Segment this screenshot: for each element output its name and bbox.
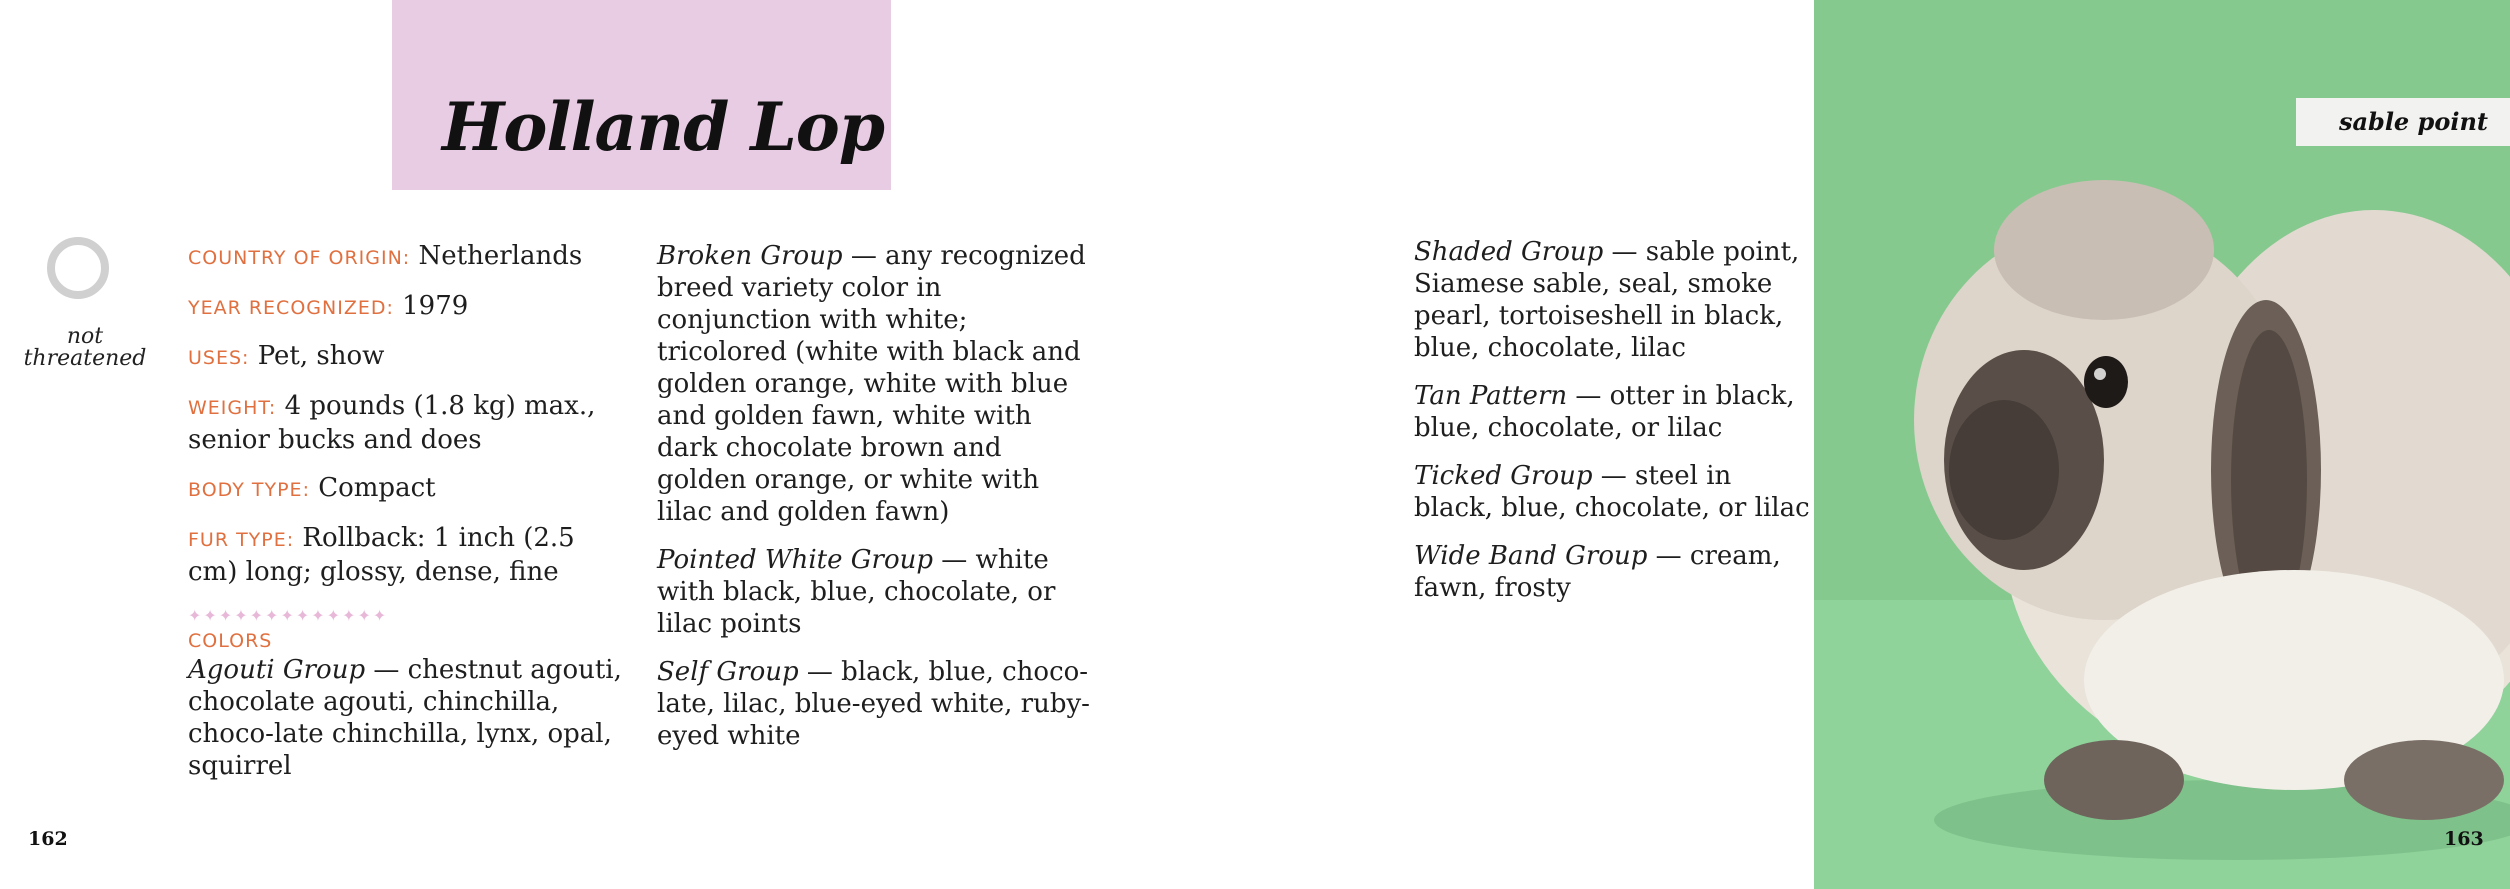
color-group bbox=[188, 654, 628, 782]
color-group-text: — otter in black, blue, chocolate, or lilac bbox=[1414, 381, 1795, 443]
color-group-name: Self Group bbox=[657, 657, 799, 687]
colors-column-2 bbox=[657, 240, 1097, 768]
color-group-name: Broken Group bbox=[657, 241, 843, 271]
title-banner bbox=[392, 0, 891, 190]
page-number-left: 162 bbox=[28, 828, 68, 850]
color-group-text: — white with black, blue, chocolate, or lilac points bbox=[657, 545, 1056, 639]
color-group-name: Agouti Group bbox=[188, 655, 366, 685]
color-group bbox=[1414, 540, 1814, 604]
colors-heading: COLORS bbox=[188, 630, 273, 652]
color-group bbox=[657, 544, 1097, 640]
fact-label: BODY TYPE: bbox=[188, 479, 310, 501]
color-group bbox=[1414, 236, 1814, 364]
conservation-status-label bbox=[20, 326, 150, 370]
color-group-text: — black, blue, choco-late, lilac, blue-eyed white, ruby-eyed white bbox=[657, 657, 1090, 751]
colors-column-3 bbox=[1414, 236, 1814, 620]
fact-label: WEIGHT: bbox=[188, 397, 277, 419]
color-group-text: — sable point, Siamese sable, seal, smoke pearl, tortoiseshell in black, blue, chocolate, lilac bbox=[1414, 237, 1800, 363]
decorative-divider: ✦✦✦✦✦✦✦✦✦✦✦✦✦ bbox=[188, 606, 389, 625]
page-number-right: 163 bbox=[2444, 828, 2484, 850]
color-group-name: Shaded Group bbox=[1414, 237, 1604, 267]
color-group bbox=[657, 656, 1097, 752]
status-line-2: threatened bbox=[23, 346, 147, 371]
fact-value: Pet, show bbox=[257, 341, 385, 371]
color-group-name: Ticked Group bbox=[1414, 461, 1593, 491]
fact-label: YEAR RECOGNIZED: bbox=[188, 297, 394, 319]
color-group bbox=[1414, 380, 1814, 444]
color-group-text: — steel in black, blue, chocolate, or lilac bbox=[1414, 461, 1810, 523]
fact-label: USES: bbox=[188, 347, 250, 369]
fact-value: 4 pounds (1.8 kg) max., senior bucks and does bbox=[188, 391, 596, 455]
fact-year bbox=[188, 290, 628, 324]
fact-uses bbox=[188, 340, 628, 374]
color-group-text: — cream, fawn, frosty bbox=[1414, 541, 1781, 603]
color-group bbox=[1414, 460, 1814, 524]
fact-weight bbox=[188, 390, 628, 456]
fact-fur-type bbox=[188, 522, 628, 588]
color-group bbox=[657, 240, 1097, 528]
fact-value: Rollback: 1 inch (2.5 cm) long; glossy, dense, fine bbox=[188, 523, 575, 587]
color-group-name: Tan Pattern bbox=[1414, 381, 1568, 411]
fact-label: COUNTRY OF ORIGIN: bbox=[188, 247, 411, 269]
fact-value: Compact bbox=[318, 473, 436, 503]
color-group-text: — chestnut agouti, chocolate agouti, chinchilla, choco-late chinchilla, lynx, opal, squirrel bbox=[188, 655, 622, 781]
fact-body-type bbox=[188, 472, 628, 506]
photo-caption: sable point bbox=[2296, 98, 2510, 146]
fact-value: 1979 bbox=[402, 291, 469, 321]
page-title: Holland Lop bbox=[442, 88, 884, 166]
conservation-status-icon bbox=[47, 237, 109, 299]
fact-value: Netherlands bbox=[418, 241, 583, 271]
color-group-text: — any recognized breed variety color in conjunction with white; tricolored (white with black and golden orange, white with blue and golden fawn, white with dark chocolate brown and golden orange, or white with lilac and golden fawn) bbox=[657, 241, 1086, 527]
status-line-1: not bbox=[66, 324, 104, 349]
color-group-name: Wide Band Group bbox=[1414, 541, 1648, 571]
fact-label: FUR TYPE: bbox=[188, 529, 295, 551]
color-group-name: Pointed White Group bbox=[657, 545, 934, 575]
rabbit-photo bbox=[1814, 0, 2510, 889]
facts-column bbox=[188, 240, 628, 798]
fact-country bbox=[188, 240, 628, 274]
